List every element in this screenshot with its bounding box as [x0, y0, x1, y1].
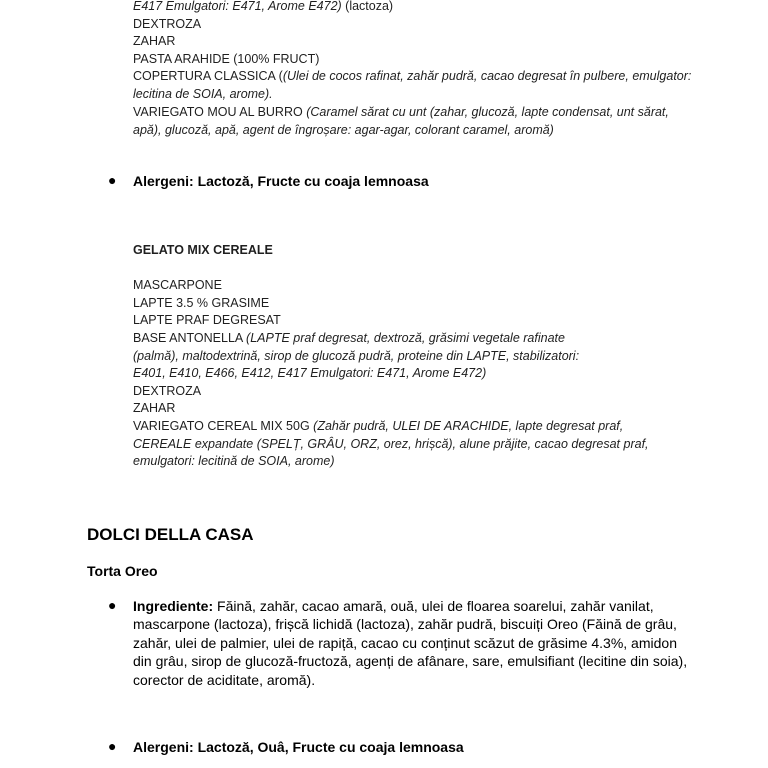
ingredient-line: DEXTROZA	[133, 17, 202, 31]
product-title: Torta Oreo	[87, 563, 158, 579]
ingredient-italic: (Ulei de cocos rafinat, zahăr pudră, cacao degresat în pulbere, emulgator: lecitina de SOIA, arome).	[133, 69, 692, 101]
ingredient-text: (lactoza)	[341, 0, 394, 13]
allergens-line: Alergeni: Lactoză, Ouâ, Fructe cu coaja lemnoasa	[133, 739, 464, 755]
ingredient-line	[133, 0, 393, 16]
ingredient-line	[133, 104, 693, 139]
ingredient-line: MASCARPONE	[133, 278, 222, 292]
ingredient-text: COPERTURA CLASSICA (	[133, 69, 283, 83]
ingredient-italic: (Caramel sărat cu unt (zahar, glucoză, lapte condensat, unt sărat, apă), glucoză, apă, agent de îngroșare: agar-agar, colorant caramel, aromă)	[133, 105, 669, 137]
bullet-icon: ●	[108, 172, 117, 188]
ingredient-line: LAPTE 3.5 % GRASIME	[133, 296, 270, 310]
ingredient-line: ZAHAR	[133, 34, 176, 48]
ingredient-line: LAPTE PRAF DEGRESAT	[133, 313, 281, 327]
ingredient-italic: (Zahăr pudră, ULEI DE ARACHIDE, lapte degresat praf, CEREALE expandate (SPELȚ, GRÂU, ORZ, orez, hrișcă), alune prăjite, cacao degresat praf, emulgatori: lecitină de SOIA, arome)	[133, 419, 649, 469]
ingredient-line	[133, 68, 693, 103]
ingredient-line	[133, 330, 613, 383]
ingredient-text: VARIEGATO MOU AL BURRO	[133, 105, 307, 119]
ingredient-line	[133, 418, 678, 471]
ingredient-line: PASTA ARAHIDE (100% FRUCT)	[133, 52, 320, 66]
ingredients-label: Ingrediente:	[133, 598, 214, 614]
ingredient-line: DEXTROZA	[133, 384, 202, 398]
ingredient-text: VARIEGATO CEREAL MIX 50G	[133, 419, 314, 433]
ingredients-paragraph	[133, 597, 693, 689]
ingredient-italic: E417 Emulgatori: E471, Arome E472)	[133, 0, 342, 13]
bullet-icon: ●	[108, 738, 117, 754]
ingredient-italic: (LAPTE praf degresat, dextroză, grăsimi vegetale rafinate (palmă), maltodextrină, sirop de glucoză pudră, proteine din LAPTE, stabilizatori: E401, E410, E466, E412, E417 Emulgatori: E471, Arome E472)	[133, 331, 580, 381]
ingredient-text: BASE ANTONELLA	[133, 331, 247, 345]
bullet-icon: ●	[108, 597, 117, 613]
ingredient-line: ZAHAR	[133, 401, 176, 415]
allergens-line: Alergeni: Lactoză, Fructe cu coaja lemnoasa	[133, 173, 429, 189]
section-heading: DOLCI DELLA CASA	[87, 525, 254, 544]
ingredients-text: Făină, zahăr, cacao amară, ouă, ulei de floarea soarelui, zahăr vanilat, mascarpone (lactoza), frișcă lichidă (lactoza), zahăr pudră, biscuiți Oreo (Făină de grâu, zahăr, ulei de palmier, ulei de rapiță, cacao cu conținut scăzut de grăsime 4.3%, amidon din grâu, sirop de glucoză-fructoză, agenți de afânare, sare, emulsifiant (lecitine din soia), corector de aciditate, aromă).	[133, 598, 688, 688]
product-title: GELATO MIX CEREALE	[133, 243, 273, 257]
